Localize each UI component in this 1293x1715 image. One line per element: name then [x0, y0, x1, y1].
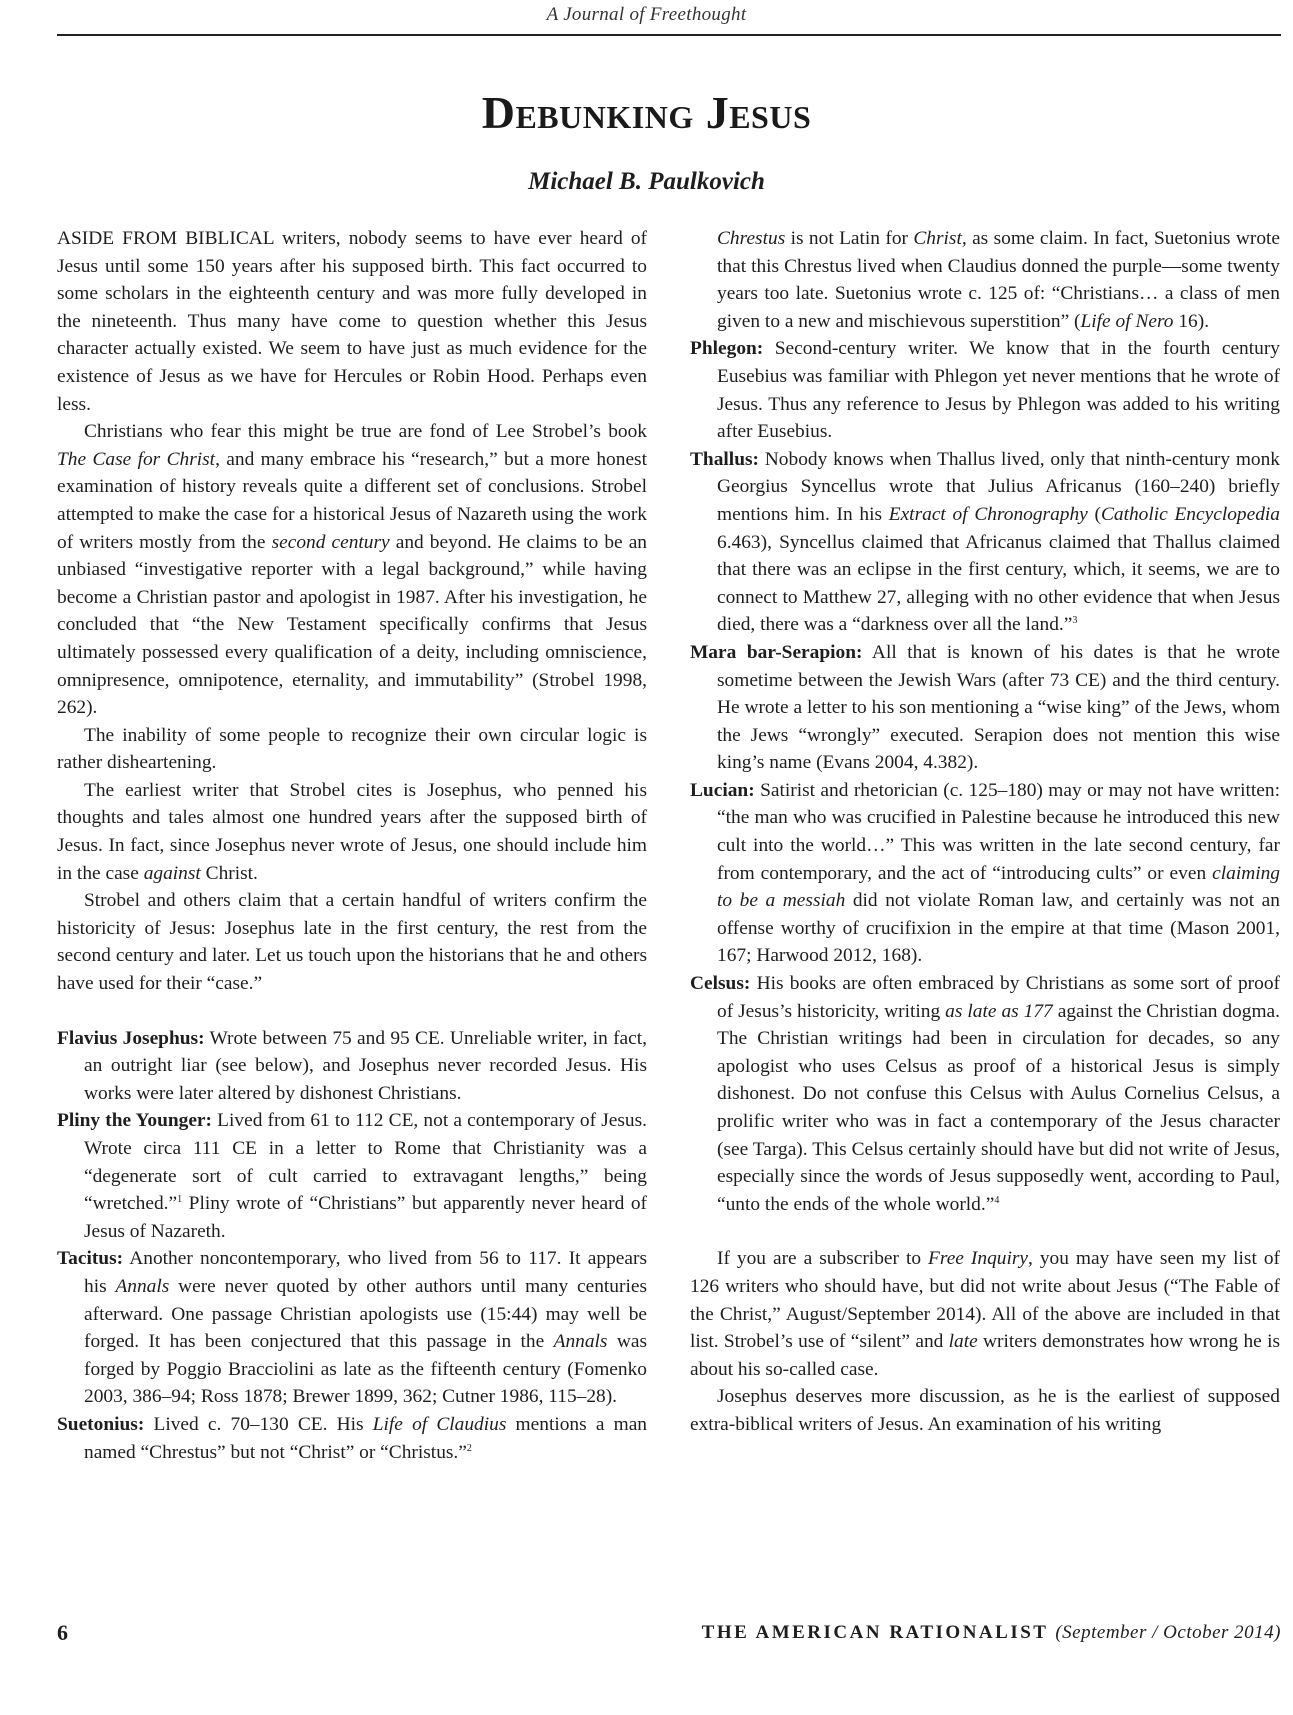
entry-text: Lived from 61 to 112 CE, not a contemporary of Jesus. Wrote circa 111 CE in a letter to Rome that Christianity was a “degenerate sort of cult carried to extravagant lengths,” being “wretched.” — [84, 1110, 648, 1215]
text-run: and beyond. He claims to be an unbiased “investigative reporter with a legal background,” while having become a Christian pastor and apologist in 1987. After his investigation, he concluded that “the New Testament specifically confirms that Jesus ultimately possessed every qualification of a deity, including omniscience, omnipresence, omnipotence, eternality, and immutability” (Strobel 1998, 262). — [57, 531, 648, 719]
entry-name: Mara bar-Serapion: — [690, 641, 863, 663]
entry-name: Flavius Josephus: — [57, 1027, 205, 1049]
josephus-intro-paragraph — [57, 777, 647, 887]
emphasis: against — [143, 862, 201, 884]
entry-text: as some claim. In fact, Suetonius wrote that this Chrestus lived when Claudius donned the purple—some twenty years too late. Suetonius wrote c. 125 of: “Christians… a class of men given to a new and mischievous superstition” ( — [717, 228, 1281, 332]
publication-title: Free Inquiry — [928, 1248, 1028, 1270]
entry-name: Thallus: — [690, 448, 759, 470]
intro-paragraph: ASIDE FROM BIBLICAL writers, nobody seems to have ever heard of Jesus until some 150 years after his supposed birth. This fact occurred to some scholars in the eighteenth century and was more fully developed in the nineteenth. Thus many have come to question whether this Jesus character actually existed. We seem to have just as much evidence for the existence of Jesus as we have for Hercules or Robin Hood. Perhaps even less. — [57, 228, 647, 415]
header-rule — [57, 34, 1281, 36]
book-title: Annals — [553, 1331, 608, 1353]
running-head: A Journal of Freethought — [546, 4, 747, 25]
footnote-ref[interactable]: 4 — [994, 1194, 1000, 1206]
entry-thallus — [690, 446, 1280, 639]
text-run: , you may have seen my list of 126 writers who should have, but did not write about Jesus (“The Fable of the Christ,” August/September 2014). All of the above are included in that list. Strobel’s use of “silent” and — [690, 1248, 1280, 1353]
entry-tacitus — [57, 1245, 647, 1411]
page-number: 6 — [57, 1620, 68, 1645]
entry-text: Another noncontemporary, who lived from 56 to 117. It appears his — [84, 1248, 647, 1297]
entry-text: is not Latin for — [785, 228, 914, 249]
entry-name: Phlegon: — [690, 338, 764, 360]
text-run: , and many embrace his “research,” but a more honest examination of history reveals quite a different set of conclusions. Strobel attempted to make the case for a historical Jesus of Nazareth using the work of writers mostly from the — [57, 448, 647, 553]
entry-flavius-josephus — [57, 1025, 647, 1108]
author-byline: Michael B. Paulkovich — [528, 168, 765, 195]
subscriber-paragraph — [690, 1245, 1280, 1383]
strobel-paragraph — [57, 418, 647, 722]
entry-text: Lived c. 70–130 CE. His — [144, 1413, 373, 1435]
entry-text: Second-century writer. We know that in the fourth century Eusebius was familiar with Phlegon yet never mentions that he wrote of Jesus. Thus any reference to Jesus by Phlegon was added to his writing after Eusebius. — [717, 338, 1280, 443]
entry-lucian — [690, 777, 1280, 970]
book-title: Annals — [115, 1275, 170, 1297]
journal-name: THE AMERICAN RATIONALIST — [701, 1622, 1049, 1643]
entry-text: His books are often embraced by Christians as some sort of proof of Jesus’s historicity, writing — [717, 973, 1280, 1022]
footnote-ref[interactable]: 1 — [177, 1194, 183, 1206]
left-column — [57, 225, 647, 1466]
book-title: Life of Nero — [1080, 310, 1174, 332]
entry-name: Pliny the Younger: — [57, 1110, 213, 1132]
entry-text: 6.463), Syncellus claimed that Africanus claimed that Thallus claimed that there was an eclipse in the first century, which, it seems, we are to connect to Matthew 27, alleging with no other evidence that when Jesus died, there was a “darkness over all the land.” — [717, 531, 1280, 636]
entry-pliny — [57, 1107, 647, 1245]
issue-date: (September / October 2014) — [1055, 1622, 1281, 1643]
right-column — [690, 225, 1280, 1439]
text-run: Christ. — [200, 862, 258, 884]
josephus-discussion-paragraph: Josephus deserves more discussion, as he is the earliest of supposed extra-biblical writers of Jesus. An examination of his writing — [690, 1386, 1280, 1435]
entry-suetonius — [57, 1411, 647, 1466]
text-run: The earliest writer that Strobel cites is Josephus, who penned his thoughts and tales almost one hundred years after the supposed birth of Jesus. In fact, since Josephus never wrote of Jesus, one should include him in the case — [57, 779, 647, 884]
footnote-ref[interactable]: 2 — [466, 1442, 472, 1454]
emphasis: second century — [271, 531, 390, 553]
entry-text: 16). — [1173, 310, 1210, 332]
text-run: If you are a subscriber to — [717, 1248, 929, 1270]
entry-text: against the Christian dogma. The Christian writings had been in circulation for decades, so any apologist who uses Celsus as proof of a historical Jesus is simply dishonest. Do not confuse this Celsus with Aulus Cornelius Celsus, a prolific writer who was in fact a contemporary of the Jesus character (see Targa). This Celsus certainly should have but did not write of Jesus, especially since the words of Jesus supposedly went, according to Paul, “unto the ends of the whole world.” — [717, 1000, 1280, 1215]
book-title: Catholic Encyclopedia — [1100, 503, 1280, 525]
entry-text: ( — [1087, 503, 1101, 525]
footnote-ref[interactable]: 3 — [1072, 615, 1078, 627]
entry-celsus — [690, 970, 1280, 1218]
entry-text: Pliny wrote of “Christians” but apparently never heard of Jesus of Nazareth. — [84, 1193, 647, 1242]
spacer — [690, 1218, 1280, 1245]
entry-text: was forged by Poggio Bracciolini as late as the fifteenth century (Fomenko 2003, 386–94; Ross 1878; Brewer 1899, 362; Cutner 1986, 115–28). — [84, 1331, 647, 1408]
entry-suetonius-continued — [690, 225, 1280, 335]
article-title: Debunking Jesus — [481, 87, 812, 138]
emphasis: Chrestus — [717, 228, 786, 249]
text-run: writers demonstrates how wrong he is about his so-called case. — [690, 1331, 1280, 1380]
entry-name: Suetonius: — [57, 1413, 145, 1435]
emphasis: late — [948, 1331, 978, 1353]
book-title: Extract of Chronography — [888, 503, 1088, 525]
entry-text: did not violate Roman law, and certainly was not an offense worthy of crucifixion in the empire at that time (Mason 2001, 167; Harwood 2012, 168). — [717, 890, 1280, 967]
entry-text: Wrote between 75 and 95 CE. Unreliable writer, in fact, an outright liar (see below), and Josephus never recorded Jesus. His works were later altered by dishonest Christians. — [84, 1027, 647, 1104]
spacer — [57, 998, 647, 1025]
entry-phlegon — [690, 335, 1280, 445]
entry-text: Satirist and rhetorician (c. 125–180) may or may not have written: “the man who was crucified in Palestine because he introduced this new cult into the world…” This was written in the late second century, far from contemporary, and the act of “introducing cults” or even — [717, 779, 1280, 884]
footer-journal — [702, 1622, 1281, 1644]
entry-text: All that is known of his dates is that he wrote sometime between the Jewish Wars (after 73 CE) and the third century. He wrote a letter to his son mentioning a “wise king” of the Jews, whom the Jews “wrongly” executed. Serapion does not mention this wise king’s name (Evans 2004, 4.382). — [717, 641, 1280, 774]
circular-logic-paragraph: The inability of some people to recognize their own circular logic is rather disheartening. — [57, 724, 647, 774]
entry-text: were never quoted by other authors until many centuries afterward. One passage Christian apologists use (15:44) may well be forged. It has been conjectured that this passage in the — [84, 1275, 647, 1353]
handful-writers-paragraph: Strobel and others claim that a certain handful of writers confirm the historicity of Jesus: Josephus late in the first century, the rest from the second century and later. Let us touch upon the historians that he and others have used for their “case.” — [57, 890, 647, 995]
entry-name: Lucian: — [690, 779, 755, 801]
book-title: Life of Claudius — [372, 1413, 507, 1435]
emphasis: Christ, — [913, 228, 967, 249]
entry-name: Tacitus: — [57, 1248, 124, 1270]
emphasis: claiming to be a messiah — [717, 862, 1280, 912]
emphasis: as late as 177 — [945, 1000, 1053, 1022]
entry-text: Nobody knows when Thallus lived, only that ninth-century monk Georgius Syncellus wrote that Julius Africanus (160–240) briefly mentions him. In his — [717, 448, 1280, 525]
entry-text: mentions a man named “Chrestus” but not “Christ” or “Christus.” — [84, 1413, 647, 1463]
text-run: Christians who fear this might be true are fond of Lee Strobel’s book — [84, 421, 647, 443]
entry-name: Celsus: — [690, 973, 751, 995]
entry-mara-bar-serapion — [690, 639, 1280, 777]
book-title: The Case for Christ — [57, 448, 216, 470]
